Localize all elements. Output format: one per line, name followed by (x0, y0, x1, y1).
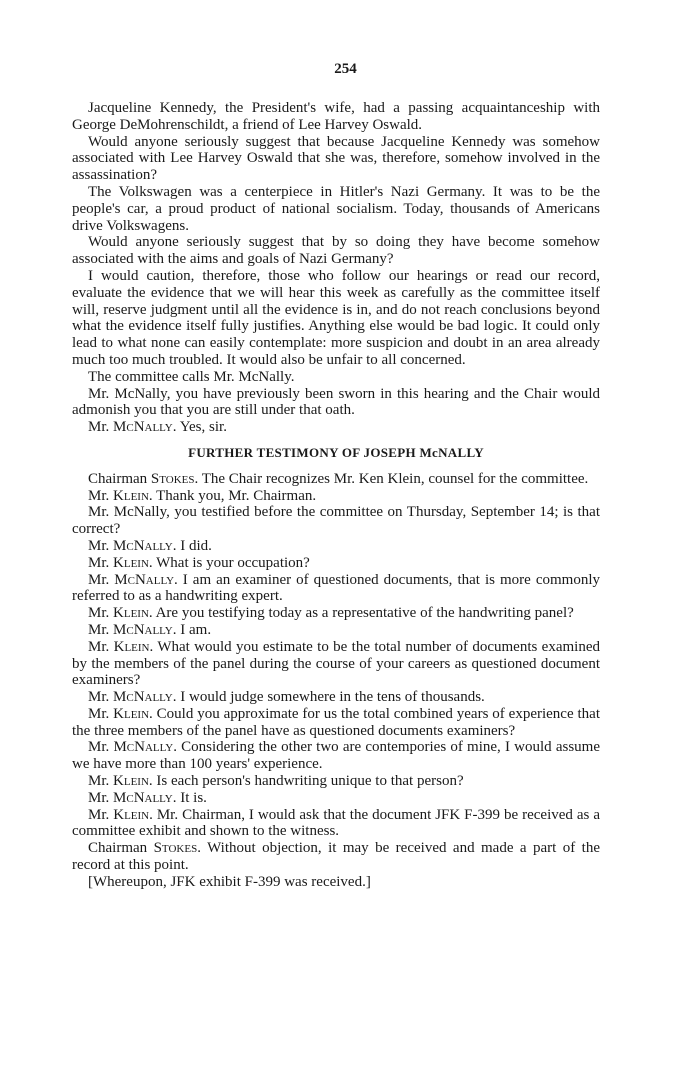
speaker-name: Klein (113, 806, 150, 823)
speaker-name: McNally (113, 739, 174, 756)
speaker-name: Stokes (153, 840, 198, 857)
section-testimony (72, 471, 600, 891)
testimony-line: Mr. Klein. Mr. Chairman, I would ask that the document JFK F-399 be received as a committee exhibit and shown to the witness. (72, 806, 600, 840)
speaker-name: Stokes (150, 470, 195, 487)
testimony-line: Chairman Stokes. The Chair recognizes Mr. Ken Klein, counsel for the committee. (88, 470, 589, 487)
testimony-line: Mr. McNally. Considering the other two are contempories of mine, I would assume we have more than 100 years' experience. (72, 739, 600, 773)
page-number: 254 (334, 61, 357, 77)
speaker-name: Klein (113, 605, 149, 622)
testimony-line: Mr. McNally. I am. (88, 621, 212, 638)
speaker-name: McNally (113, 537, 173, 554)
paragraph: Would anyone seriously suggest that because Jacqueline Kennedy was somehow associated with Lee Harvey Oswald that she was, therefore, somehow involved in the assassination? (72, 133, 600, 184)
speaker-name: Klein (113, 705, 150, 722)
record-note: [Whereupon, JFK exhibit F-399 was received.] (88, 873, 371, 890)
section-opening-statement (72, 100, 600, 436)
testimony-line: Mr. McNally. I am an examiner of questioned documents, that is more commonly referred to as a handwriting expert. (72, 571, 600, 605)
speaker-prefix: Mr. (88, 419, 114, 436)
paragraph: The committee calls Mr. McNally. (88, 368, 295, 385)
paragraph: Would anyone seriously suggest that by so doing they have become somehow associated with the aims and goals of Nazi Germany? (72, 234, 600, 268)
document-body (72, 100, 600, 891)
paragraph: Mr. McNally, you have previously been sworn in this hearing and the Chair would admonish you that you are still under that oath. (72, 385, 600, 419)
testimony-line: Mr. Klein. Are you testifying today as a representative of the handwriting panel? (88, 605, 574, 622)
testimony-line: Mr. McNally, you testified before the committee on Thursday, September 14; is that correct? (72, 504, 600, 538)
speaker-name: McNally (113, 419, 173, 436)
speaker-name: Klein (113, 554, 149, 571)
testimony-line: Mr. Klein. Could you approximate for us the total combined years of experience that the three members of the panel have as questioned documents examiners? (72, 705, 600, 739)
section-heading: FURTHER TESTIMONY OF JOSEPH McNALLY (188, 444, 484, 460)
testimony-line: Mr. McNally. I did. (88, 537, 212, 554)
speaker-name: McNally (113, 689, 173, 706)
speaker-name: McNally (113, 621, 173, 638)
paragraph: The Volkswagen was a centerpiece in Hitler's Nazi Germany. It was to be the people's car, a proud product of national socialism. Today, thousands of Americans drive Volkswagens. (72, 183, 600, 234)
speaker-name: McNally (114, 571, 175, 588)
testimony-line: Mr. Klein. Thank you, Mr. Chairman. (88, 487, 317, 504)
testimony-line: Mr. Klein. Is each person's handwriting unique to that person? (88, 773, 464, 790)
paragraph: I would caution, therefore, those who follow our hearings or read our record, evaluate the evidence that we will hear this week as carefully as the committee itself will, reserve judgment until all the evidence is in, and do not reach conclusions beyond what the evidence itself fully justifies. Anything else would be bad logic. It could only lead to what none can easily contemplate: more suspicion and doubt in an area already much too much troubled. It would also be unfair to all concerned. (72, 267, 600, 368)
speaker-name: Klein (113, 773, 149, 790)
speaker-name: Klein (113, 487, 149, 504)
speaker-name: Klein (113, 638, 150, 655)
testimony-line: Mr. Klein. What is your occupation? (88, 554, 310, 571)
testimony-line: Mr. McNally. Yes, sir. (88, 419, 227, 436)
testimony-line: Mr. McNally. I would judge somewhere in the tens of thousands. (88, 689, 485, 706)
testimony-line: Mr. Klein. What would you estimate to be the total number of documents examined by the members of the panel during the course of your careers as questioned document examiners? (72, 638, 600, 689)
testimony-line: Chairman Stokes. Without objection, it may be received and made a part of the record at this point. (72, 840, 600, 874)
speaker-name: McNally (113, 789, 173, 806)
testimony-line: Mr. McNally. It is. (88, 789, 207, 806)
paragraph: Jacqueline Kennedy, the President's wife, had a passing acquaintanceship with George DeMohrenschildt, a friend of Lee Harvey Oswald. (72, 100, 600, 133)
